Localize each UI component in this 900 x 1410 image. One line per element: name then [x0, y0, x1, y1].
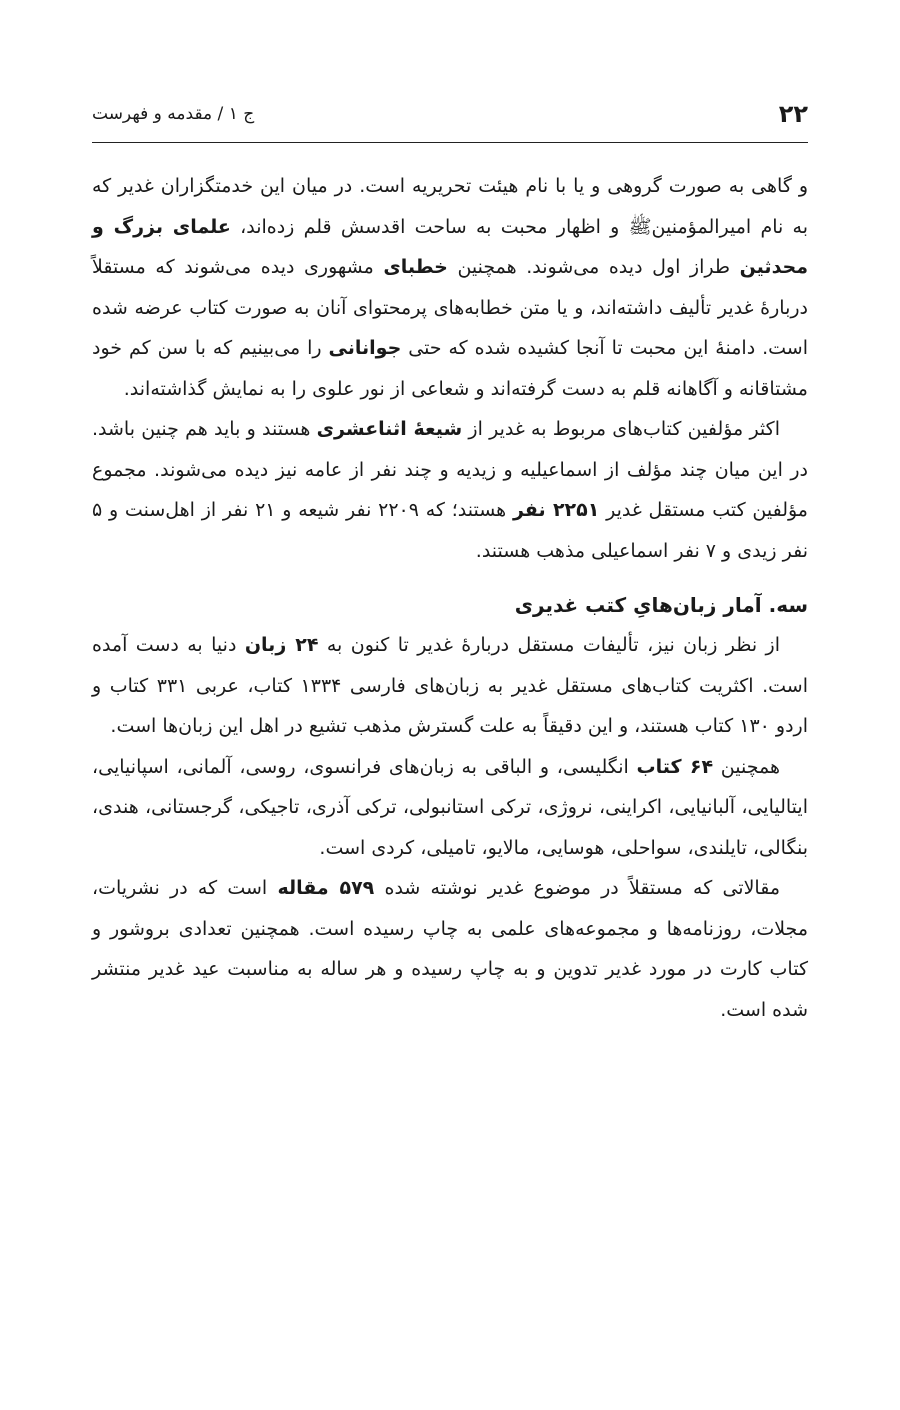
bold-phrase: ۶۴ کتاب — [636, 755, 714, 778]
paragraph-1 — [92, 166, 808, 409]
paragraph-4 — [92, 747, 808, 869]
text-run: هستند؛ که ۲۲۰۹ نفر شیعه و ۲۱ نفر از اهل‌سنت و ۵ نفر زیدی و ۷ نفر اسماعیلی مذهب هستند. — [92, 499, 808, 562]
text-run: را می‌بینیم که با سن کم خود مشتاقانه و آگاهانه قلم به دست گرفته‌اند و شعاعی از نور علوی را به نمایش گذاشته‌اند. — [92, 337, 808, 400]
bold-phrase: علمای بزرگ و محدثین — [92, 215, 808, 278]
text-run: است که در نشریات، مجلات، روزنامه‌ها و مجموعه‌های علمی به چاپ رسیده است. همچنین تعدادی بروشور و کتاب کارت در مورد غدیر تدوین و به چاپ رسیده و هر ساله به مناسبت عید غدیر منتشر شده است. — [92, 877, 808, 1021]
bold-phrase: ۲۴ زبان — [244, 634, 319, 656]
text-run: طراز اول دیده می‌شوند. همچنین — [447, 256, 740, 278]
bold-phrase: خطبای — [383, 256, 448, 278]
text-run: مشهوری دیده می‌شوند که مستقلاً دربارهٔ غدیر تألیف داشته‌اند، و یا متن خطابه‌های پرمحتوای آنان به صورت کتاب عرضه شده است. دامنهٔ این محبت تا آنجا کشیده شده که حتی — [92, 256, 808, 359]
paragraph-3 — [92, 625, 808, 747]
text-run: همچنین — [713, 755, 780, 778]
text-run: انگلیسی، و الباقی به زبان‌های فرانسوی، روسی، آلمانی، اسپانیایی، ایتالیایی، آلبانیایی، اکراینی، نروژی، ترکی استانبولی، ترکی آذری، تاجیکی، گرجستانی، هندی، بنگالی، تایلندی، سواحلی، هوسایی، مالایو، تامیلی، کردی است. — [92, 755, 808, 859]
text-run: و گاهی به صورت گروهی و یا با نام هیئت تحریریه است. در میان این خدمتگزاران غدیر که به نام امیرالمؤمنینﷺ و اظهار محبت به ساحت اقدسش قلم زده‌اند، — [92, 175, 809, 238]
bold-phrase: جوانانی — [328, 337, 402, 359]
body-text — [92, 166, 808, 1030]
paragraph-2 — [92, 409, 808, 571]
text-run: از نظر زبان نیز، تألیفات مستقل دربارهٔ غدیر تا کنون به — [318, 634, 781, 656]
bold-phrase: ۲۲۵۱ نفر — [512, 499, 600, 521]
text-run: هستند و باید هم چنین باشد. در این میان چند مؤلف از اسماعیلیه و زیدیه و چند نفر از عامه نیز دیده می‌شوند. مجموع مؤلفین کتب مستقل غدیر — [92, 418, 808, 521]
running-head: ج ۱ / مقدمه و فهرست — [92, 104, 255, 124]
section-heading: سه. آمار زبان‌هایِ کتب غدیری — [514, 593, 808, 617]
text-run: مقالاتی که مستقلاً در موضوع غدیر نوشته شده — [374, 877, 780, 899]
page-header — [92, 96, 808, 143]
bold-phrase: ۵۷۹ مقاله — [277, 877, 375, 899]
text-run: دنیا به دست آمده است. اکثریت کتاب‌های مستقل غدیر به زبان‌های فارسی ۱۳۳۴ کتاب، عربی ۳۳۱ کتاب و اردو ۱۳۰ کتاب هستند، و این دقیقاً به علت گسترش مذهب تشیع در اهل این زبان‌ها است. — [92, 634, 808, 737]
paragraph-5 — [92, 868, 808, 1030]
bold-phrase: شیعهٔ اثناعشری — [316, 418, 463, 440]
page-number: ۲۲ — [778, 100, 808, 128]
text-run: اکثر مؤلفین کتاب‌های مربوط به غدیر از — [462, 418, 780, 440]
